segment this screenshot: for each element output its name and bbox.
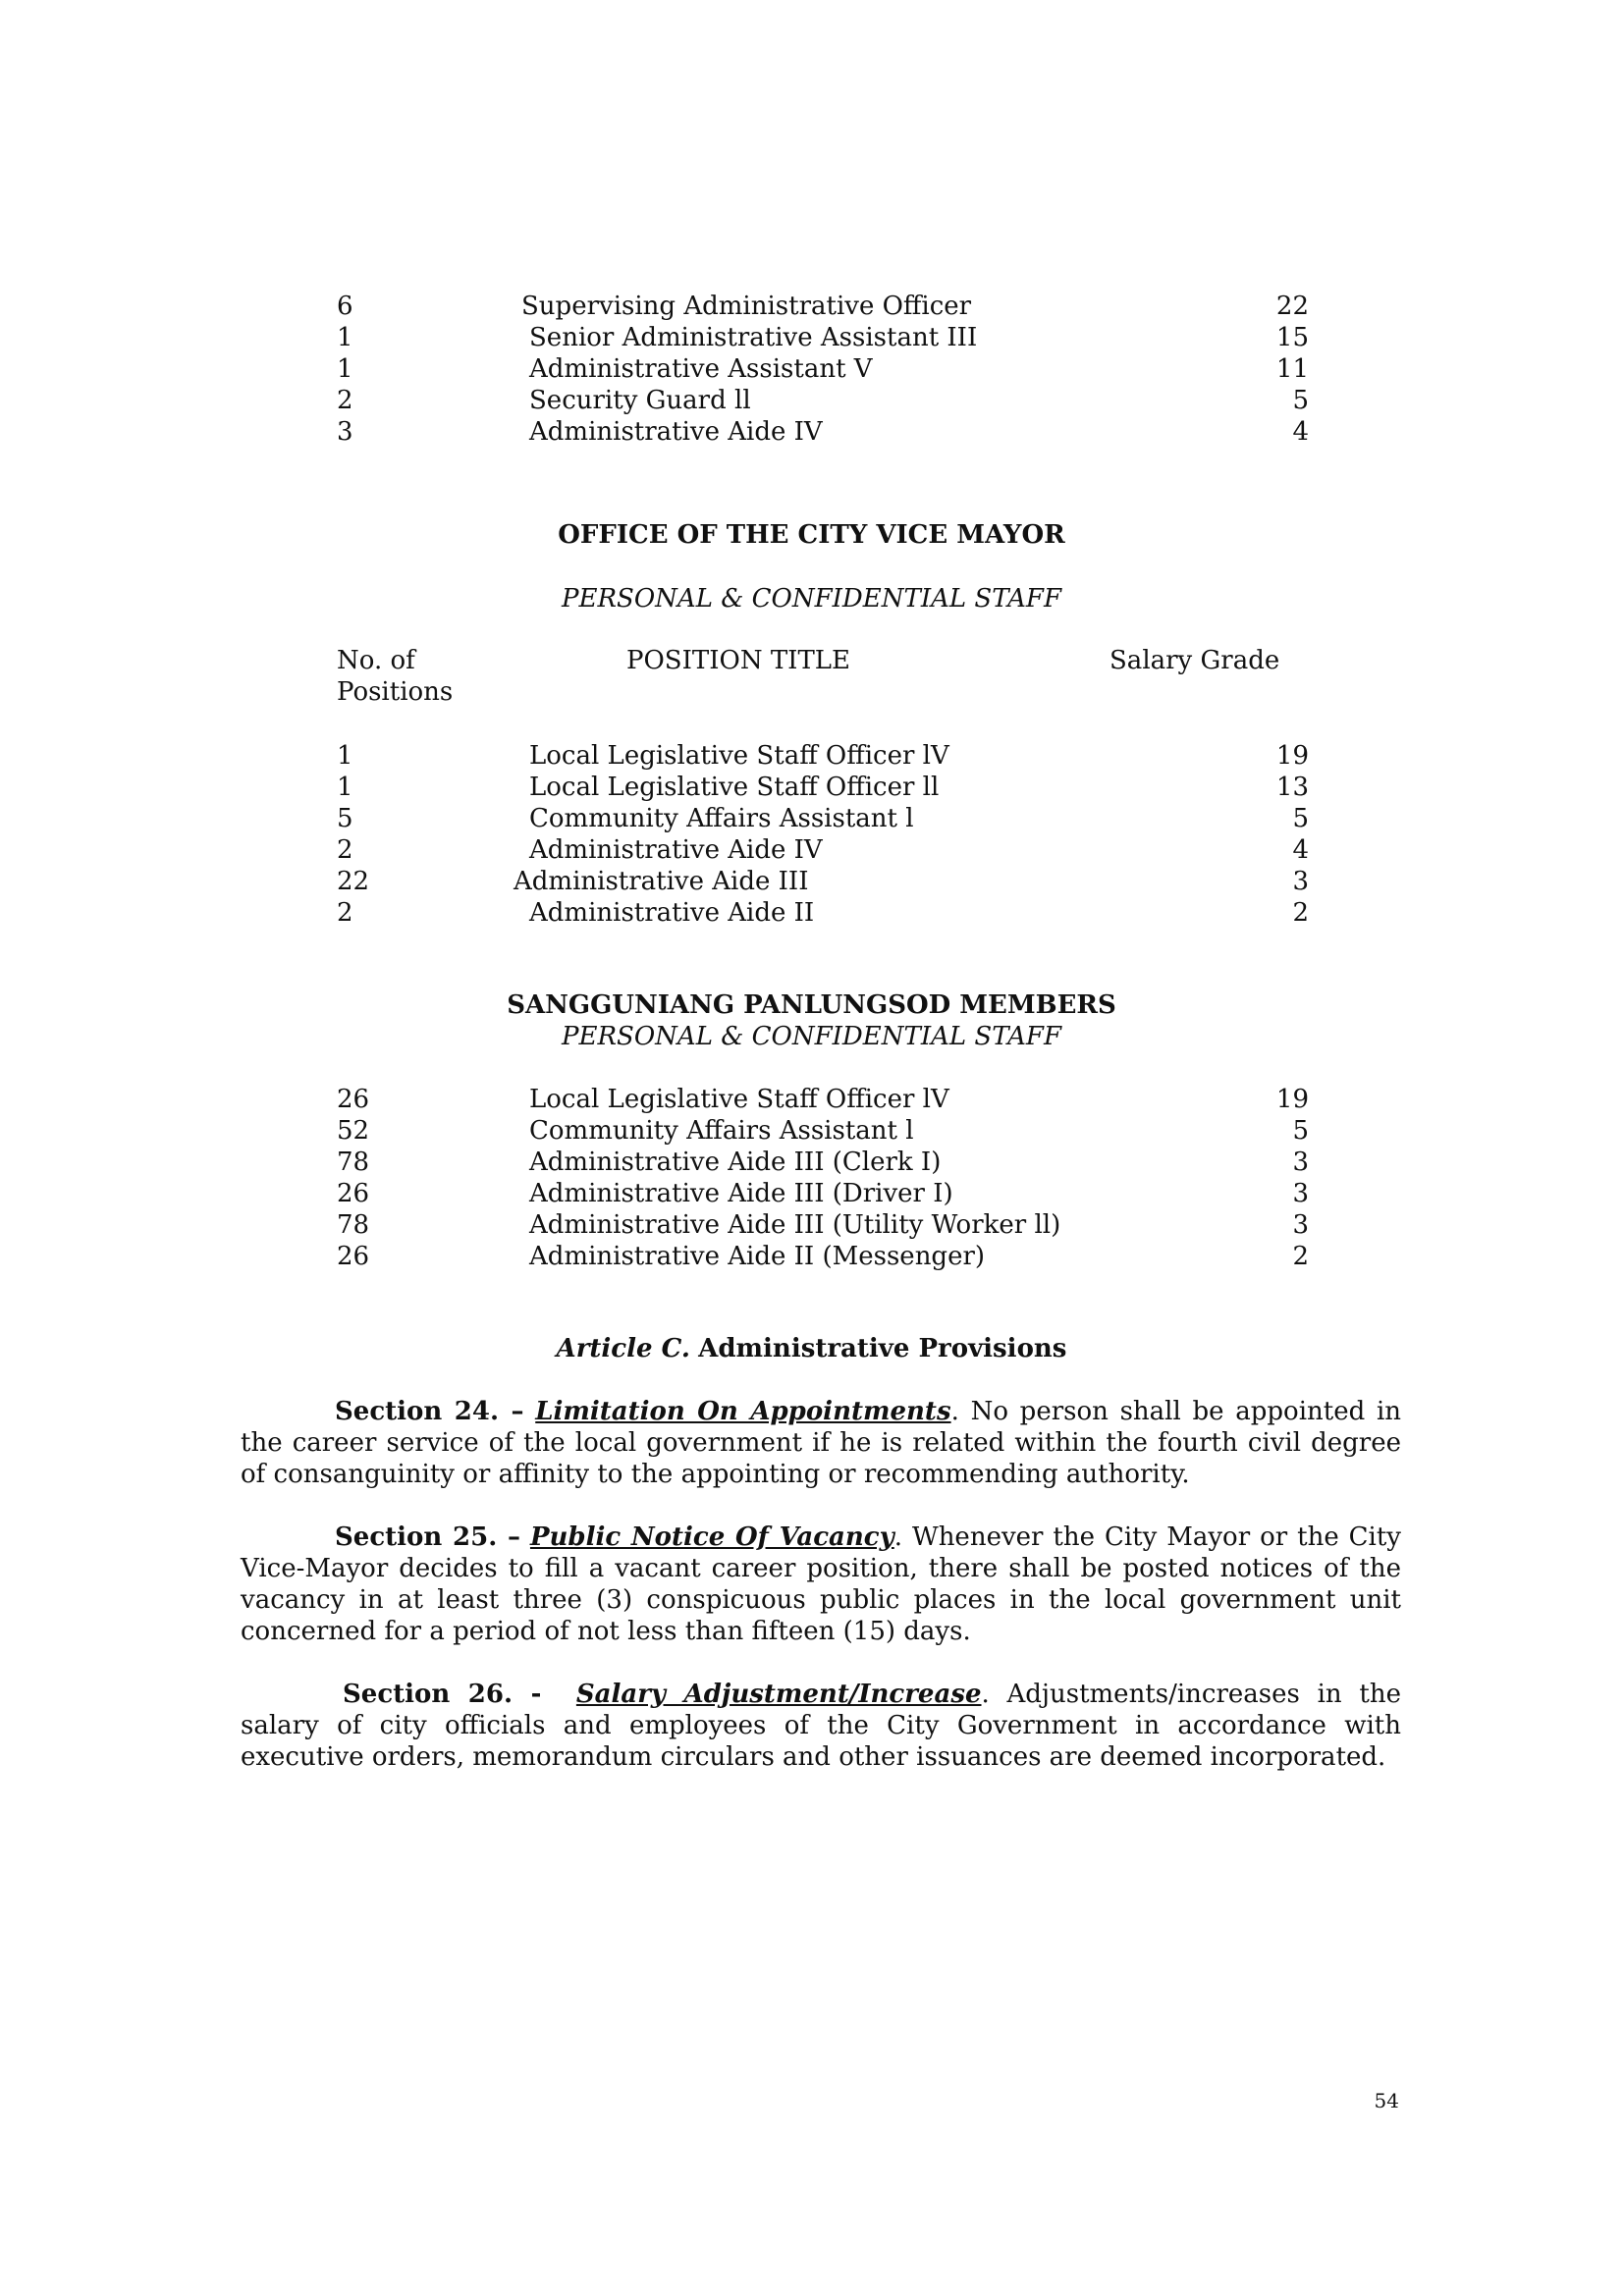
salary-grade: 5 bbox=[1292, 386, 1309, 415]
article-heading bbox=[0, 1333, 1623, 1364]
table-row bbox=[337, 1084, 1319, 1115]
column-header-title: POSITION TITLE bbox=[626, 646, 851, 675]
section-26 bbox=[241, 1679, 1401, 1773]
position-title: Local Legislative Staff Officer lV bbox=[529, 741, 949, 771]
position-title: Community Affairs Assistant l bbox=[529, 1116, 914, 1146]
position-count: 26 bbox=[337, 1085, 370, 1114]
position-title: Administrative Assistant V bbox=[529, 354, 873, 384]
position-count: 2 bbox=[337, 835, 353, 865]
section-25 bbox=[241, 1522, 1401, 1647]
salary-grade: 5 bbox=[1292, 804, 1309, 833]
position-count: 78 bbox=[337, 1148, 370, 1177]
table-row bbox=[337, 834, 1319, 866]
salary-grade: 2 bbox=[1292, 898, 1309, 928]
position-count: 78 bbox=[337, 1210, 370, 1240]
salary-grade: 3 bbox=[1292, 1179, 1309, 1208]
table-row bbox=[337, 353, 1319, 385]
table-row bbox=[337, 772, 1319, 803]
salary-grade: 22 bbox=[1275, 292, 1309, 321]
position-title: Community Affairs Assistant l bbox=[529, 804, 914, 833]
position-count: 6 bbox=[337, 292, 353, 321]
position-count: 1 bbox=[337, 354, 353, 384]
vice-mayor-table bbox=[337, 740, 1319, 929]
table-row bbox=[337, 866, 1319, 897]
position-count: 5 bbox=[337, 804, 353, 833]
section-heading: Public Notice Of Vacancy bbox=[529, 1522, 894, 1552]
column-header-count-line2: Positions bbox=[337, 677, 454, 707]
position-title: Supervising Administrative Officer bbox=[521, 292, 972, 321]
position-count: 2 bbox=[337, 386, 353, 415]
section-text: . Adjustments/increases in the salary of city officials and employees of the City Government in accordance with executive orders, memorandum circulars and other issuances are deemed incorporated. bbox=[241, 1680, 1401, 1772]
table-row bbox=[337, 897, 1319, 929]
position-title: Security Guard ll bbox=[529, 386, 751, 415]
table-row bbox=[337, 385, 1319, 416]
table-row bbox=[337, 1147, 1319, 1178]
salary-grade: 4 bbox=[1292, 835, 1309, 865]
position-title: Administrative Aide III (Driver I) bbox=[529, 1179, 953, 1208]
section-heading: Limitation On Appointments bbox=[535, 1397, 951, 1426]
position-title: Administrative Aide IV bbox=[529, 417, 823, 447]
position-title: Administrative Aide III (Clerk I) bbox=[529, 1148, 942, 1177]
article-label: Article C. bbox=[556, 1334, 690, 1363]
salary-grade: 4 bbox=[1292, 417, 1309, 447]
position-count: 26 bbox=[337, 1179, 370, 1208]
position-count: 3 bbox=[337, 417, 353, 447]
column-header-count-line1: No. of bbox=[337, 646, 415, 675]
table-row bbox=[337, 416, 1319, 448]
salary-grade: 15 bbox=[1275, 323, 1309, 352]
section-heading: Salary Adjustment/Increase bbox=[575, 1680, 982, 1709]
position-count: 26 bbox=[337, 1242, 370, 1271]
salary-grade: 3 bbox=[1292, 867, 1309, 896]
position-count: 2 bbox=[337, 898, 353, 928]
salary-grade: 3 bbox=[1292, 1148, 1309, 1177]
section-label: Section 26. - bbox=[343, 1680, 542, 1709]
table-row bbox=[337, 803, 1319, 834]
salary-grade: 3 bbox=[1292, 1210, 1309, 1240]
vice-mayor-subheading: PERSONAL & CONFIDENTIAL STAFF bbox=[562, 584, 1061, 614]
salary-grade: 19 bbox=[1275, 1085, 1309, 1114]
sangguniang-heading: SANGGUNIANG PANLUNGSOD MEMBERS bbox=[507, 990, 1116, 1020]
position-title: Administrative Aide IV bbox=[529, 835, 823, 865]
vice-mayor-heading: OFFICE OF THE CITY VICE MAYOR bbox=[558, 520, 1065, 550]
position-count: 52 bbox=[337, 1116, 370, 1146]
position-title: Administrative Aide II bbox=[529, 898, 815, 928]
position-count: 1 bbox=[337, 773, 353, 802]
sangguniang-table bbox=[337, 1084, 1319, 1272]
article-title: Administrative Provisions bbox=[698, 1334, 1067, 1363]
salary-grade: 11 bbox=[1275, 354, 1309, 384]
position-title: Administrative Aide III (Utility Worker ll) bbox=[529, 1210, 1061, 1240]
table-row bbox=[337, 740, 1319, 772]
section-label: Section 24. – bbox=[335, 1397, 524, 1426]
position-title: Senior Administrative Assistant III bbox=[529, 323, 978, 352]
salary-grade: 19 bbox=[1275, 741, 1309, 771]
top-position-table bbox=[337, 291, 1319, 448]
section-text: . Whenever the City Mayor or the City Vice-Mayor decides to fill a vacant career position, there shall be posted notices of the vacancy in at least three (3) conspicuous public places in the local government unit concerned for a period of not less than fifteen (15) days. bbox=[241, 1522, 1401, 1646]
position-count: 1 bbox=[337, 741, 353, 771]
position-title: Local Legislative Staff Officer ll bbox=[529, 773, 940, 802]
table-row bbox=[337, 291, 1319, 322]
column-header-count bbox=[337, 645, 453, 708]
salary-grade: 13 bbox=[1275, 773, 1309, 802]
table-row bbox=[337, 1241, 1319, 1272]
salary-grade: 5 bbox=[1292, 1116, 1309, 1146]
salary-grade: 2 bbox=[1292, 1242, 1309, 1271]
table-row bbox=[337, 1115, 1319, 1147]
position-title: Administrative Aide II (Messenger) bbox=[529, 1242, 986, 1271]
table-row bbox=[337, 1209, 1319, 1241]
table-row bbox=[337, 1178, 1319, 1209]
section-text: . No person shall be appointed in the career service of the local government if he is related within the fourth civil degree of consanguinity or affinity to the appointing or recommending authority. bbox=[241, 1397, 1402, 1489]
section-label: Section 25. – bbox=[335, 1522, 520, 1552]
section-24 bbox=[241, 1396, 1401, 1490]
position-count: 1 bbox=[337, 323, 353, 352]
position-title: Local Legislative Staff Officer lV bbox=[529, 1085, 949, 1114]
table-row bbox=[337, 322, 1319, 353]
page-number: 54 bbox=[1374, 2089, 1399, 2112]
position-title: Administrative Aide III bbox=[514, 867, 809, 896]
column-header-grade: Salary Grade bbox=[1109, 646, 1280, 675]
position-count: 22 bbox=[337, 867, 370, 896]
sangguniang-subheading: PERSONAL & CONFIDENTIAL STAFF bbox=[562, 1022, 1061, 1051]
